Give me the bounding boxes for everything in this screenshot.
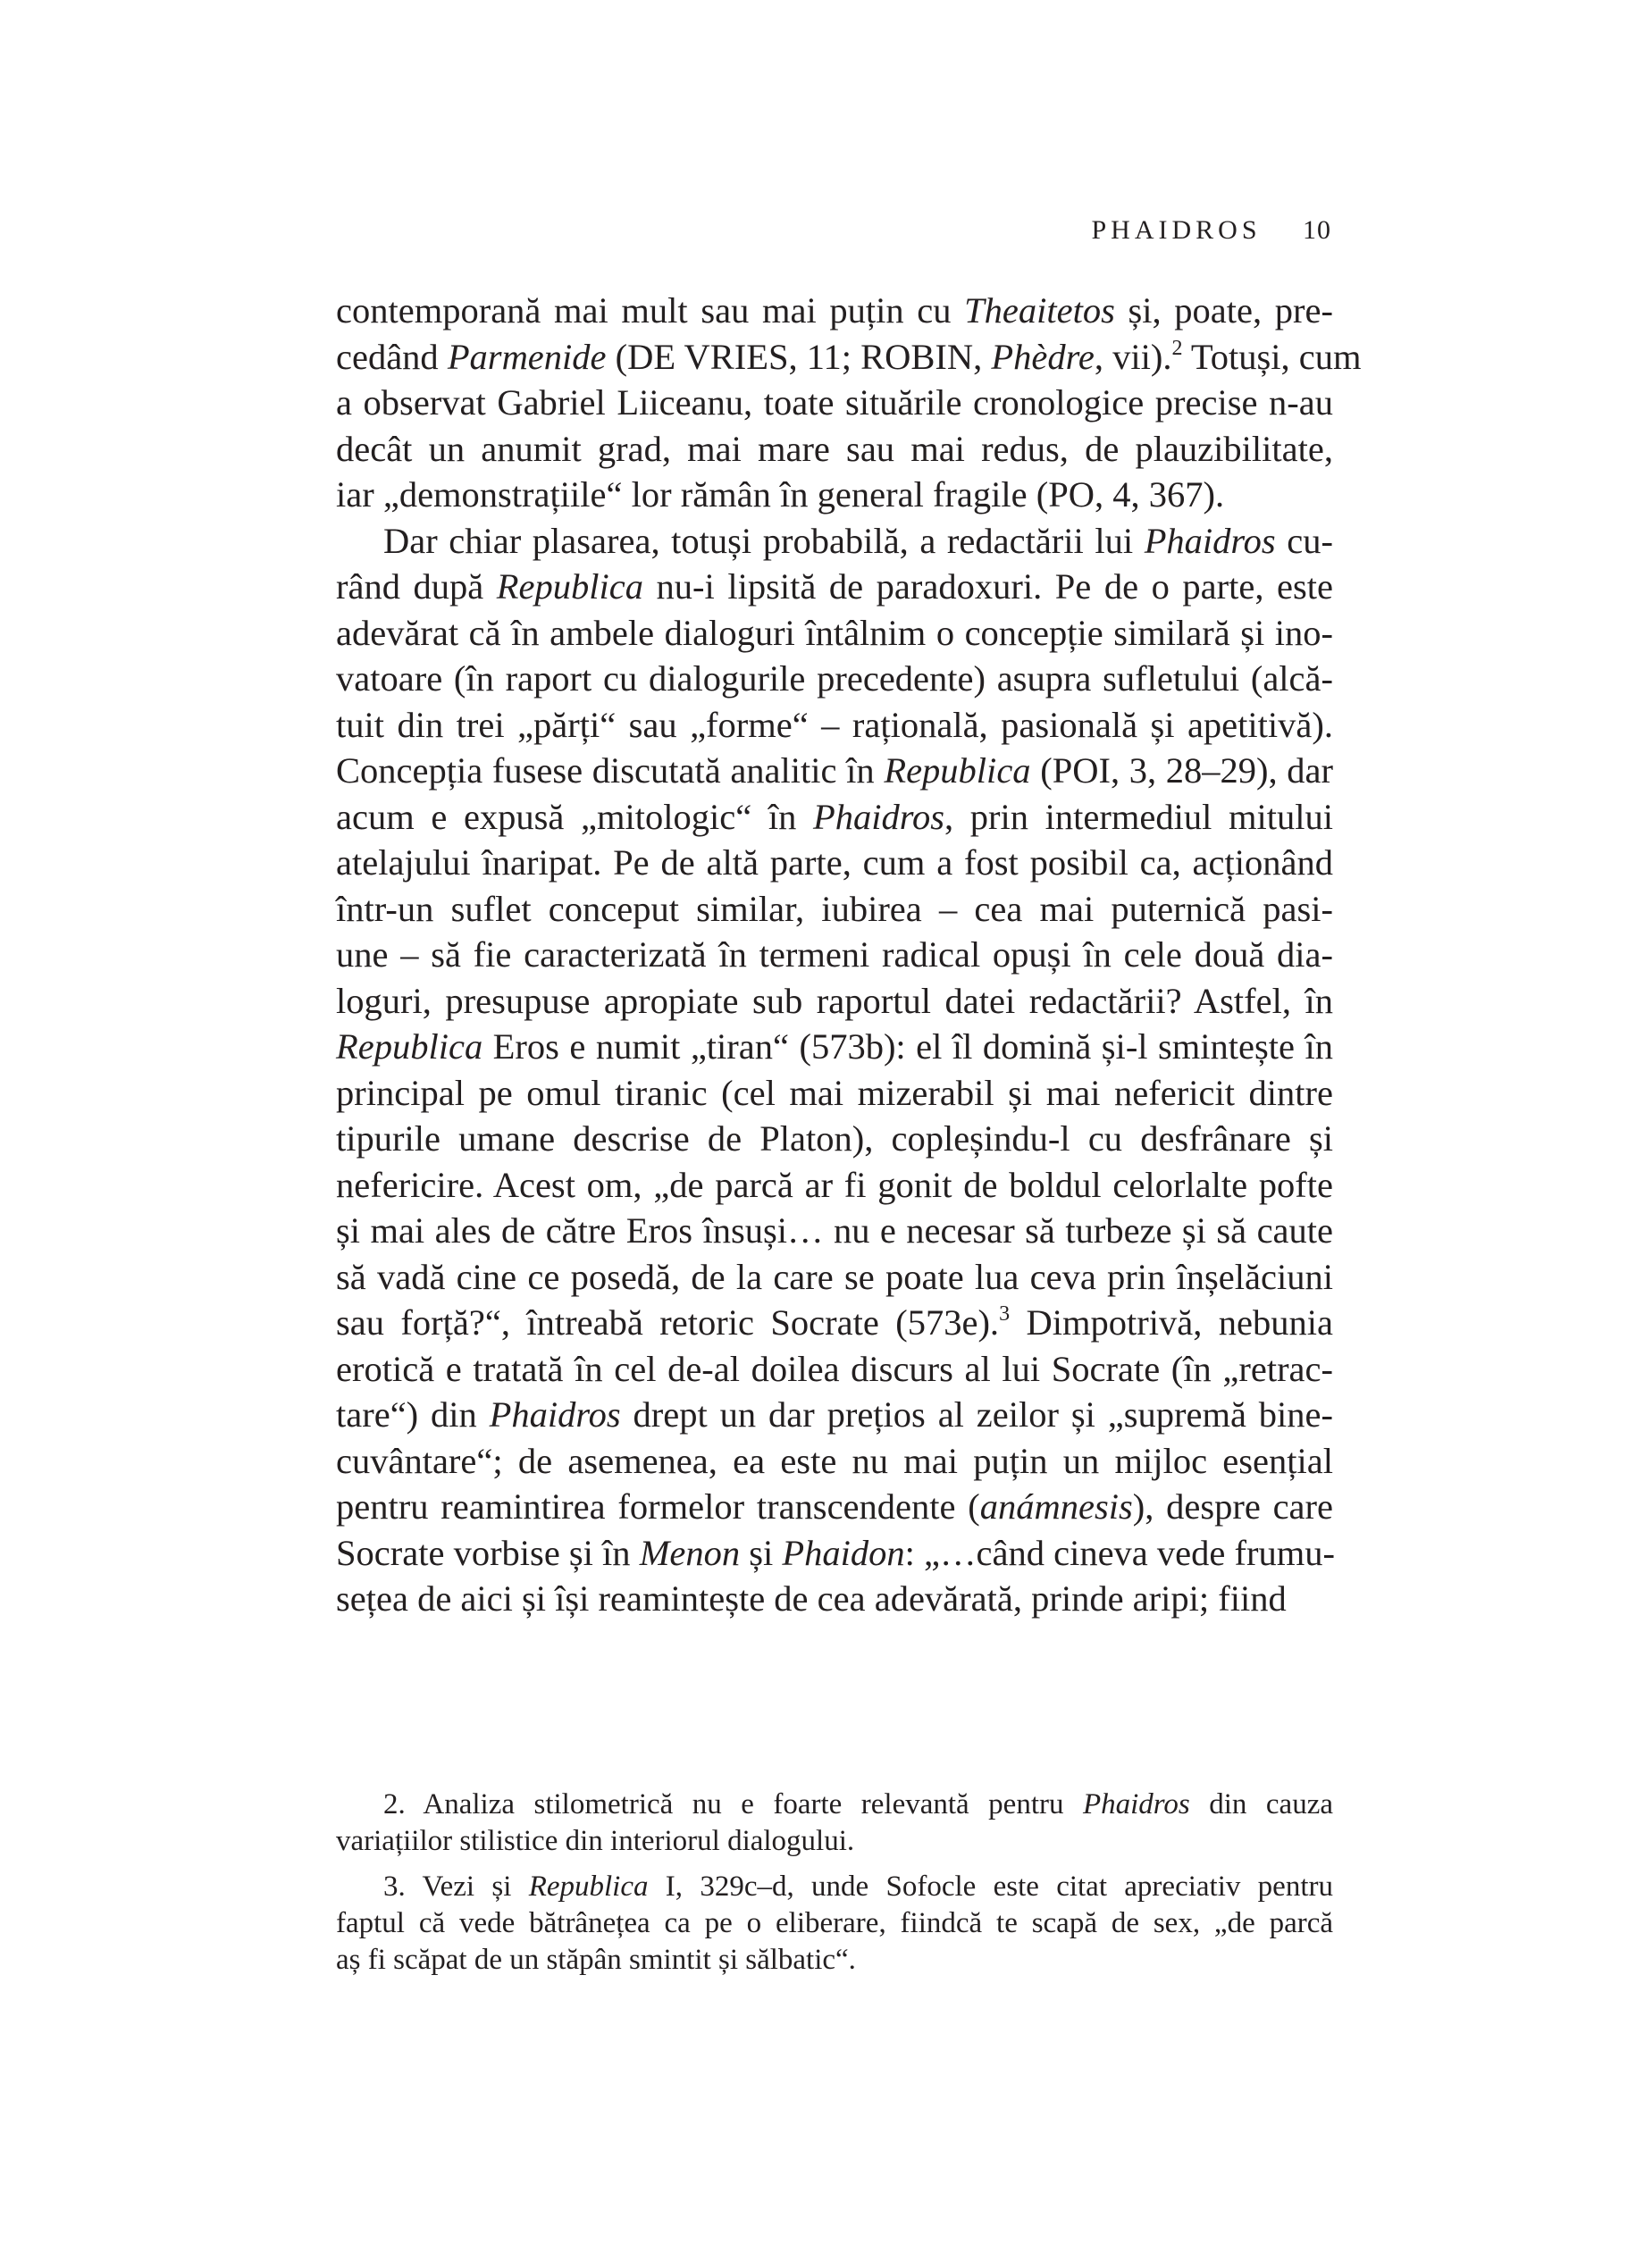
- italic-title: Republica: [336, 1026, 483, 1067]
- text-line: une – să fie caracterizată în termeni radical opuși în cele două dia-: [336, 934, 1333, 975]
- text-line: tuit din trei „părți“ sau „forme“ – rațională, pasională și apetitivă).: [336, 704, 1333, 745]
- italic-title: anámnesis: [979, 1486, 1133, 1527]
- text-line: Socrate vorbise și în Menon și Phaidon: „…când cineva vede frumu-: [336, 1532, 1335, 1573]
- italic-title: Phaidon: [782, 1532, 905, 1573]
- text-line: să vadă cine ce posedă, de la care se poate lua ceva prin înșelăciuni: [336, 1256, 1333, 1297]
- text-line: adevărat că în ambele dialoguri întâlnim o concepție similară și ino-: [336, 612, 1333, 653]
- text-line: 2. Analiza stilometrică nu e foarte relevantă pentru Phaidros din cauza: [383, 1788, 1333, 1820]
- text-line: contemporană mai mult sau mai puțin cu Theaitetos și, poate, pre-: [336, 290, 1333, 331]
- footnote-3: [336, 1869, 1333, 1979]
- italic-title: Parmenide: [447, 336, 607, 377]
- italic-title: Phaidros: [489, 1394, 621, 1435]
- text-line: nefericire. Acest om, „de parcă ar fi gonit de boldul celorlalte pofte: [336, 1164, 1333, 1205]
- text-line: principal pe omul tiranic (cel mai mizerabil și mai nefericit dintre: [336, 1072, 1333, 1113]
- text-line: erotică e tratată în cel de-al doilea discurs al lui Socrate (în „retrac-: [336, 1348, 1333, 1389]
- text-line: într-un suflet conceput similar, iubirea – cea mai puternică pasi-: [336, 888, 1333, 929]
- text-line: cuvântare“; de asemenea, ea este nu mai puțin un mijloc esențial: [336, 1440, 1333, 1481]
- footnotes: [336, 1787, 1333, 1979]
- text-line: decât un anumit grad, mai mare sau mai redus, de plauzibilitate,: [336, 428, 1333, 469]
- text-line: sau forță?“, întreabă retoric Socrate (573e).$^3$ Dimpotrivă, nebunia: [336, 1302, 1333, 1343]
- italic-title: Menon: [639, 1532, 741, 1573]
- text-line: atelajului înaripat. Pe de altă parte, cum a fost posibil ca, acționând: [336, 842, 1333, 883]
- text-line: variațiilor stilistice din interiorul dialogului.: [336, 1825, 855, 1857]
- text-line: aș fi scăpat de un stăpân smintit și sălbatic“.: [336, 1944, 856, 1976]
- text-line: pentru reamintirea formelor transcendente (anámnesis), despre care: [336, 1486, 1333, 1527]
- text-line: și mai ales de către Eros însuși… nu e necesar să turbeze și să caute: [336, 1210, 1333, 1251]
- italic-title: Phaidros: [813, 796, 945, 837]
- italic-title: Phaidros: [1144, 520, 1276, 561]
- footnote-2: [336, 1787, 1333, 1860]
- text-line: acum e expusă „mitologic“ în Phaidros, prin intermediul mitului: [336, 796, 1333, 837]
- italic-title: Republica: [528, 1870, 649, 1903]
- running-head: [1063, 213, 1331, 248]
- italic-title: Republica: [496, 566, 643, 607]
- text-line: faptul că vede bătrânețea ca pe o eliberare, fiindcă te scapă de sex, „de parcă: [336, 1907, 1333, 1939]
- page-number: 10: [1303, 215, 1331, 245]
- running-head-title: PHAIDROS: [1091, 215, 1262, 245]
- footnote-reference: 3: [999, 1302, 1011, 1326]
- text-line: rând după Republica nu-i lipsită de paradoxuri. Pe de o parte, este: [336, 566, 1333, 607]
- footnote-reference: 2: [1171, 336, 1183, 360]
- text-line: iar „demonstrațiile“ lor rămân în general fragile (PO, 4, 367).: [336, 474, 1225, 515]
- text-line: Republica Eros e numit „tiran“ (573b): el îl domină și-l smintește în: [336, 1026, 1333, 1067]
- italic-title: Phaidros: [1082, 1788, 1190, 1820]
- body-text: [336, 288, 1362, 1622]
- italic-title: Phèdre: [991, 336, 1095, 377]
- text-line: sețea de aici și își reamintește de cea adevărată, prinde aripi; fiind: [336, 1578, 1287, 1619]
- italic-title: Republica: [884, 750, 1031, 791]
- text-line: Dar chiar plasarea, totuși probabilă, a redactării lui Phaidros cu-: [383, 520, 1333, 561]
- text-line: 3. Vezi și Republica I, 329c–d, unde Sofocle este citat apreciativ pentru: [383, 1870, 1333, 1903]
- text-line: loguri, presupuse apropiate sub raportul datei redactării? Astfel, în: [336, 980, 1333, 1021]
- text-line: tare“) din Phaidros drept un dar prețios al zeilor și „supremă bine-: [336, 1394, 1334, 1435]
- text-line: a observat Gabriel Liiceanu, toate situările cronologice precise n-au: [336, 382, 1333, 423]
- text-line: cedând Parmenide (DE VRIES, 11; ROBIN, Phèdre, vii).$^2$ Totuși, cum: [336, 336, 1362, 377]
- text-line: tipurile umane descrise de Platon), copleșindu-l cu desfrânare și: [336, 1118, 1333, 1159]
- paragraph-1: [336, 288, 1362, 518]
- paragraph-2: [336, 518, 1333, 1622]
- text-line: vatoare (în raport cu dialogurile precedente) asupra sufletului (alcă-: [336, 658, 1333, 699]
- italic-title: Theaitetos: [964, 290, 1115, 331]
- text-line: Concepția fusese discutată analitic în Republica (POI, 3, 28–29), dar: [336, 750, 1333, 791]
